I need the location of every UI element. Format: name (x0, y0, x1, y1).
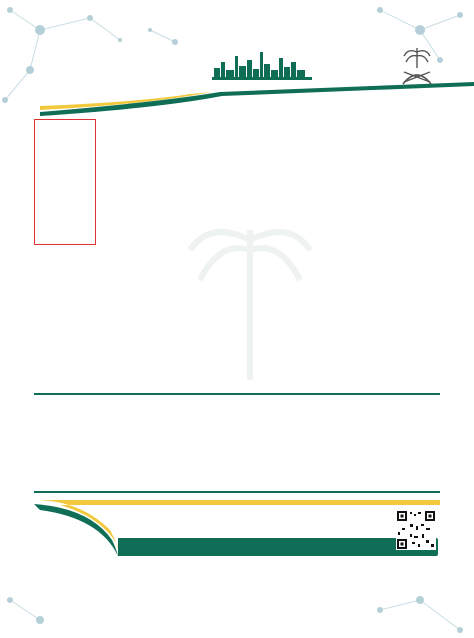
divider-bottom (34, 491, 440, 493)
divider-top (34, 393, 440, 395)
applicant-photo (34, 119, 96, 245)
qr-code-icon[interactable] (396, 510, 436, 550)
url-band (118, 538, 438, 556)
skyline-icon (212, 50, 312, 80)
saudi-emblem-icon (398, 44, 436, 88)
